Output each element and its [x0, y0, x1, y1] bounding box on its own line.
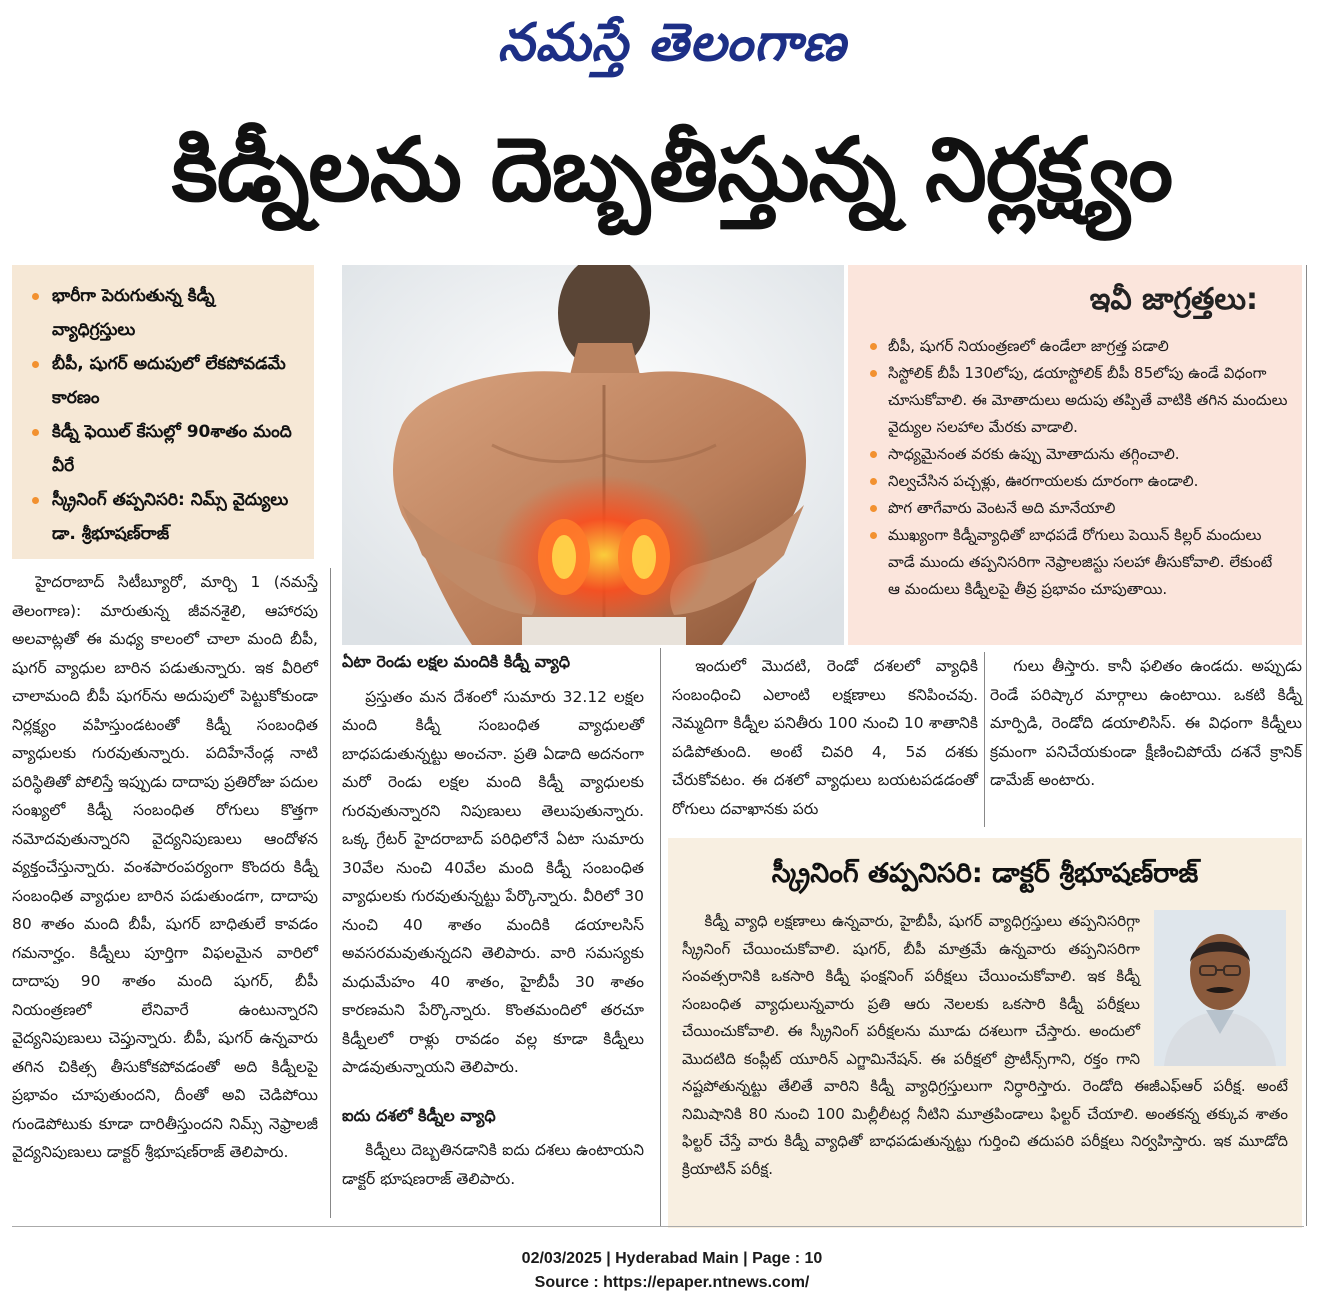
article-column-3 — [672, 652, 978, 827]
bullet-icon — [870, 370, 877, 377]
doctor-box-body — [682, 908, 1288, 1183]
doctor-interview-box — [668, 838, 1302, 1228]
highlight-item: భారీగా పెరుగుతున్న కిడ్నీ వ్యాధిగ్రస్తులు — [30, 279, 302, 347]
column-divider — [984, 652, 985, 827]
precaution-item: బీపీ, షుగర్ నియంత్రణలో ఉండేలా జాగ్రత్త పడాలి — [870, 333, 1288, 360]
highlight-item: స్క్రీనింగ్ తప్పనిసరి: నిమ్స్ వైద్యులు డా. శ్రీభూషణ్‌రాజ్ — [30, 483, 302, 551]
doctor-box-title: స్క్రీనింగ్ తప్పనిసరి: డాక్టర్ శ్రీభూషణ్‌రాజ్ — [771, 858, 1199, 889]
highlight-item: కిడ్నీ ఫెయిల్ కేసుల్లో 90శాతం మంది వీరే — [30, 415, 302, 483]
spacer — [342, 1082, 644, 1102]
article-paragraph: కిడ్నీలు దెబ్బతినడానికి ఐదు దశలు ఉంటాయని డాక్టర్ భూషణరాజ్ తెలిపారు. — [342, 1141, 644, 1188]
subheading: ఐదు దశలో కిడ్నీల వ్యాధి — [342, 1105, 496, 1125]
precaution-item: సాధ్యమైనంత వరకు ఉప్పు మోతాదును తగ్గించాలి. — [870, 441, 1288, 468]
article-paragraph: ప్రస్తుతం మన దేశంలో సుమారు 32.12 లక్షల మంది కిడ్నీ సంబంధిత వ్యాధులతో బాధపడుతున్నట్టు అంచనా. ప్రతి ఏడాది అదనంగా మరో రెండు లక్షల మంది కిడ్నీ వ్యాధులకు గురవుతున్నారని నిపుణులు తెలుపుతున్నారు. ఒక్క గ్రేటర్ హైదరాబాద్ పరిధిలోనే ఏటా సుమారు 30వేల నుంచి 40వేల మంది కిడ్నీ సంబంధిత వ్యాధులకు గురవుతున్నట్టు పేర్కొన్నారు. వీరిలో 30 నుంచి 40 శాతం మందికి డయాలసిస్ అవసరమవుతున్నదని తెలిపారు. వారి సమస్యకు మధుమేహం 40 శాతం, హైబీపీ 30 శాతం కారణమని పేర్కొన్నారు. కొంతమందిలో తరచూ కిడ్నీలలో రాళ్లు రావడం వల్ల కూడా కిడ్నీలు పాడవుతున్నాయని తెలిపారు. — [342, 687, 644, 1076]
highlight-item: బీపీ, షుగర్ అదుపులో లేకపోవడమే కారణం — [30, 347, 302, 415]
bullet-icon — [32, 293, 39, 300]
article-headline: కిడ్నీలను దెబ్బతీస్తున్న నిర్లక్ష్యం — [171, 118, 1173, 221]
article-paragraph: గులు తీస్తారు. కానీ ఫలితం ఉండదు. అప్పుడు రెండే పరిష్కార మార్గాలు ఉంటాయి. ఒకటి కిడ్నీ మార్పిడి, రెండోది డయాలిసిస్. ఈ విధంగా కిడ్నీలు క్రమంగా పనిచేయకుండా క్షీణించిపోయే దశనే క్రానిక్ డామేజ్ అంటారు. — [990, 657, 1302, 789]
edition-info: 02/03/2025 | Hyderabad Main | Page : 10 — [521, 1250, 823, 1267]
precautions-title: ఇవీ జాగ్రత్తలు: — [1089, 282, 1258, 317]
precaution-item: ముఖ్యంగా కిడ్నీవ్యాధితో బాధపడే రోగులు పెయిన్ కిల్లర్ మందులు వాడే ముందు తప్పనిసరిగా నెఫ్రాలజిస్టు సలహా తీసుకోవాలి. లేకుంటే ఆ మందులు కిడ్నీలపై తీవ్ర ప్రభావం చూపుతాయి. — [870, 522, 1288, 603]
article-paragraph: ఇందులో మొదటి, రెండో దశలలో వ్యాధికి సంబంధించి ఎలాంటి లక్షణాలు కనిపించవు. నెమ్మదిగా కిడ్నీల పనితీరు 100 నుంచి 10 శాతానికి పడిపోతుంది. అంటే చివరి 4, 5వ దశకు చేరుకోవటం. ఈ దశలో వ్యాధులు బయటపడడంతో రోగులు దవాఖానకు పరు — [672, 657, 978, 818]
precaution-item: నిల్వచేసిన పచ్చళ్లు, ఊరగాయలకు దూరంగా ఉండాలి. — [870, 468, 1288, 495]
doctor-portrait — [1154, 910, 1286, 1066]
subheading: ఏటా రెండు లక్షల మందికి కిడ్నీ వ్యాధి — [342, 652, 570, 671]
bullet-icon — [870, 505, 877, 512]
bullet-icon — [870, 343, 877, 350]
article-paragraph: హైదరాబాద్ సిటీబ్యూరో, మార్చి 1 (నమస్తే తెలంగాణ): మారుతున్న జీవనశైలి, ఆహారపు అలవాట్లతో ఈ మధ్య కాలంలో చాలా మంది బీపీ, షుగర్ వ్యాధుల బారిన పడుతున్నారు. ఇక వీరిలో చాలామంది బీపీ షుగర్‌ను అదుపులో పెట్టుకోకుండా నిర్లక్ష్యం వహిస్తుండటంతో కిడ్నీ సంబంధిత వ్యాధులకు గురవుతున్నారు. పదిహేనేండ్ల నాటి పరిస్థితితో పోలిస్తే ఇప్పుడు దాదాపు ప్రతిరోజు పదుల సంఖ్యలో కిడ్నీ సంబంధిత రోగులు కొత్తగా నమోదవుతున్నారని వైద్యనిపుణులు ఆందోళన వ్యక్తంచేస్తున్నారు. వంశపారంపర్యంగా కొందరు కిడ్నీ సంబంధిత వ్యాధుల బారిన పడుతుండగా, దాదాపు 80 శాతం మంది బీపీ, షుగర్ బాధితులే కావడం గమనార్హం. కిడ్నీలు పూర్తిగా విఫలమైన వారిలో దాదాపు 90 శాతం మంది షుగర్, బీపీ నియంత్రణలో లేనివారే ఉంటున్నారని వైద్యనిపుణులు చెప్తున్నారు. బీపీ, షుగర్ ఉన్నవారు తగిన చికిత్స తీసుకోకపోవడంతో అది కిడ్నీలపై ప్రభావం చూపుతుందని, దీంతో అవి చెడిపోయి గుండెపోటుకు కూడా దారితీస్తుందని నిమ్స్ నెఫ్రాలజీ వైద్యనిపుణులు డాక్టర్ శ్రీభూషణ్‌రాజ్ తెలిపారు. — [12, 573, 318, 1161]
bullet-icon — [32, 429, 39, 436]
precaution-item: పొగ తాగేవారు వెంటనే అది మానేయాలి — [870, 495, 1288, 522]
article-column-4 — [990, 652, 1302, 827]
article-column-2 — [342, 648, 644, 1223]
article-column-1 — [12, 568, 318, 1218]
page-bottom-rule — [12, 1226, 1304, 1227]
precautions-box — [848, 265, 1302, 645]
kidney-pain-photo — [342, 265, 844, 645]
bullet-icon — [870, 532, 877, 539]
bullet-icon — [32, 361, 39, 368]
bullet-icon — [32, 497, 39, 504]
article-paragraph: కిడ్నీ వ్యాధి లక్షణాలు ఉన్నవారు, హైబీపీ, షుగర్ వ్యాధిగ్రస్తులు తప్పనిసరిగ్గా స్క్రీనింగ్ చేయించుకోవాలి. షుగర్, బీపీ మాత్రమే ఉన్నవారు తప్పనిసరిగా సంవత్సరానికి ఒకసారి కిడ్నీ ఫంక్షనింగ్ పరీక్షలు చేయించుకోవాలి. ఇక కిడ్నీ సంబంధిత వ్యాధులున్నవారు ప్రతి ఆరు నెలలకు ఒకసారి కిడ్నీ పరీక్షలు చేయించుకోవాలి. ఈ స్క్రీనింగ్ పరీక్షలను మూడు దశలుగా చేస్తారు. అందులో మొదటిది కంప్లీట్ యూరిన్ ఎగ్జామినేషన్. ఈ పరీక్షలో ప్రొటీన్స్‌గాని, రక్తం గాని నష్టపోతున్నట్టు తేలితే వారిని కిడ్నీ వ్యాధిగ్రస్తులుగా నిర్ధారిస్తారు. రెండోది ఈజీఎఫ్ఆర్ పరీక్ష. అంటే నిమిషానికి 80 నుంచి 100 మిల్లీలీటర్ల నీటిని మూత్రపిండాలు ఫిల్టర్ చేయాలి. అంతకన్న తక్కువ శాతం ఫిల్టర్ చేస్తే వారు కిడ్నీ వ్యాధితో బాధపడుతున్నట్టు గుర్తించి తదుపరి పరీక్షలు నిర్వహిస్తారు. ఇక మూడోది క్రియాటిన్ పరీక్ష. — [682, 912, 1288, 1178]
column-divider — [1306, 265, 1307, 1226]
bullet-icon — [870, 451, 877, 458]
precaution-item: సిస్టోలిక్ బీపీ 130లోపు, డయాస్టోలిక్ బీపీ 85లోపు ఉండే విధంగా చూసుకోవాలి. ఈ మోతాదులు అదుపు తప్పితే వాటికి తగిన మందులు వైద్యుల సలహాల మేరకు వాడాలి. — [870, 360, 1288, 441]
source-link[interactable]: Source : https://epaper.ntnews.com/ — [534, 1274, 810, 1291]
column-divider — [660, 648, 661, 1226]
doctor-portrait-illustration — [1154, 910, 1286, 1066]
column-divider — [330, 568, 331, 1218]
newspaper-masthead: నమస్తే తెలంగాణ — [497, 12, 847, 73]
highlights-box — [12, 265, 314, 559]
bullet-icon — [870, 478, 877, 485]
man-back-illustration — [342, 265, 844, 645]
